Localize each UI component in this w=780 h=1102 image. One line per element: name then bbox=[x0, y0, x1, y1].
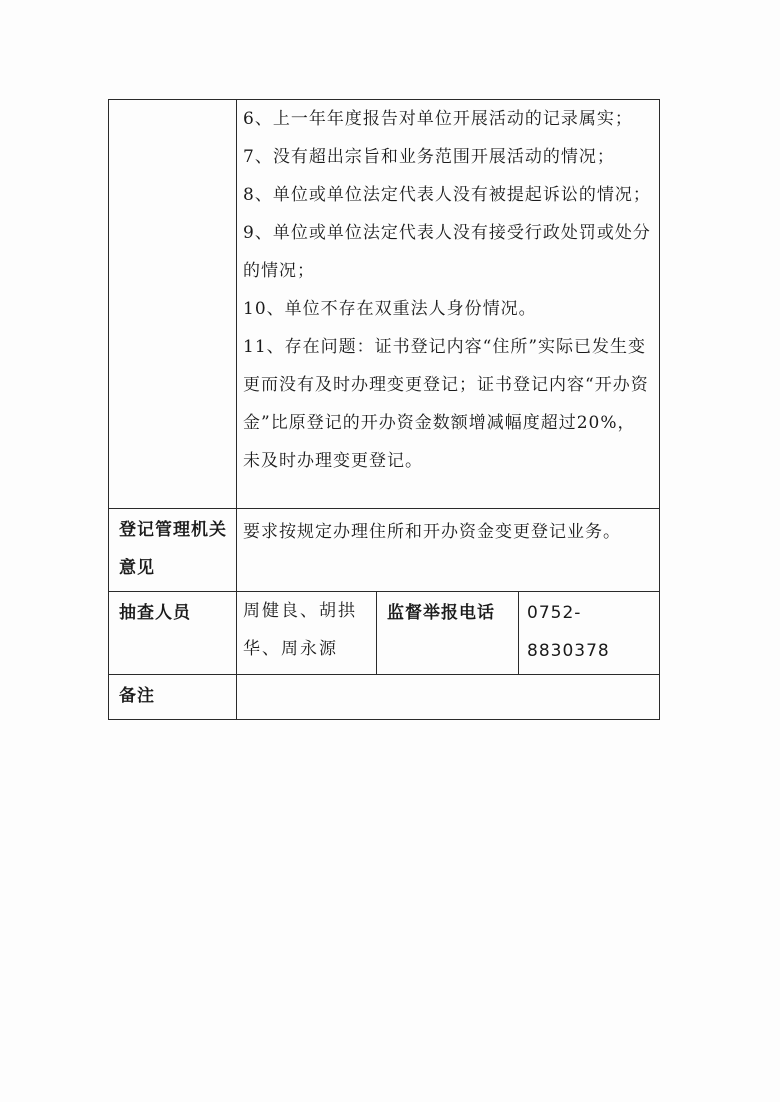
finding-item-7: 7、没有超出宗旨和业务范围开展活动的情况； bbox=[243, 147, 615, 167]
opinion-label: 登记管理机关意见 bbox=[109, 509, 237, 592]
opinion-text: 要求按规定办理住所和开办资金变更登记业务。 bbox=[237, 509, 660, 592]
finding-item-11: 11、存在问题：证书登记内容“住所”实际已发生变更而没有及时办理变更登记；证书登记内容“开办资金”比原登记的开办资金数额增减幅度超过20%，未及时办理变更登记。 bbox=[243, 337, 649, 471]
inspectors-row bbox=[109, 592, 660, 675]
findings-cell bbox=[237, 100, 660, 509]
inspectors-label: 抽查人员 bbox=[109, 592, 237, 675]
remarks-value bbox=[237, 675, 660, 720]
findings-label-cell bbox=[109, 100, 237, 509]
findings-row bbox=[109, 100, 660, 509]
finding-item-8: 8、单位或单位法定代表人没有被提起诉讼的情况； bbox=[243, 185, 651, 205]
remarks-row bbox=[109, 675, 660, 720]
finding-item-10: 10、单位不存在双重法人身份情况。 bbox=[243, 299, 537, 319]
hotline-label: 监督举报电话 bbox=[377, 592, 519, 675]
finding-item-6: 6、上一年年度报告对单位开展活动的记录属实； bbox=[243, 109, 633, 129]
finding-item-9: 9、单位或单位法定代表人没有接受行政处罚或处分的情况； bbox=[243, 223, 651, 281]
hotline-value: 0752-8830378 bbox=[519, 592, 660, 675]
remarks-label: 备注 bbox=[109, 675, 237, 720]
opinion-row bbox=[109, 509, 660, 592]
inspectors-value: 周健良、胡拱华、周永源 bbox=[237, 592, 377, 675]
inspection-table bbox=[108, 99, 660, 720]
